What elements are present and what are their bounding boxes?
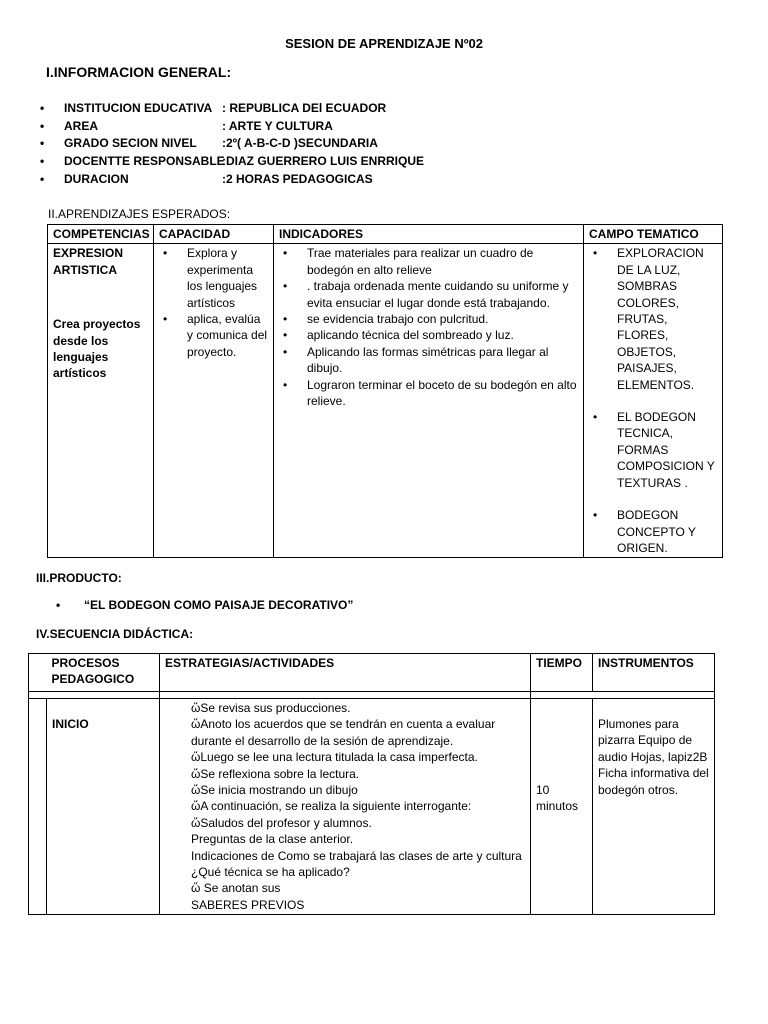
proceso-label: INICIO [52, 717, 89, 731]
sequence-table [28, 653, 715, 915]
product-item [56, 598, 353, 612]
info-item [40, 171, 424, 189]
actividad-line: Preguntas de la clase anterior. [191, 832, 354, 847]
competencia-text: Crea proyectos desde los lenguajes artísticos [53, 317, 141, 381]
header-capacidad: CAPACIDAD [154, 225, 274, 244]
campo-item: • EL BODEGON TECNICA, FORMAS COMPOSICION Y TEXTURAS . [589, 409, 717, 491]
competencia-text: EXPRESION ARTISTICA [53, 246, 124, 277]
info-label: AREA [64, 118, 99, 133]
info-label: INSTITUCION EDUCATIVA [64, 101, 213, 115]
competencias-cell [48, 244, 154, 558]
actividad-line: ὥLuego se lee una lectura titulada la casa imperfecta. [191, 750, 478, 765]
actividades-cell [160, 699, 531, 915]
header-campo-tematico: CAMPO TEMATICO [584, 225, 723, 244]
header-competencias: COMPETENCIAS [48, 225, 154, 244]
info-item [40, 118, 424, 136]
bullet-icon: • [40, 154, 45, 169]
row-left-margin [29, 699, 47, 915]
actividad-line: ὥSe revisa sus producciones. [191, 701, 351, 715]
bullet-icon: • [56, 598, 61, 612]
actividad-line: Indicaciones de Como se trabajará las clases de arte y cultura [191, 848, 522, 863]
campo-item: • EXPLORACION DE LA LUZ, SOMBRAS COLORES, FRUTAS, FLORES, OBJETOS, PAISAJES, ELEMENTOS. [589, 245, 717, 393]
bullet-icon: • [40, 136, 45, 151]
actividad-line: ὥ Se anotan sus [191, 881, 281, 896]
proceso-cell [47, 699, 160, 915]
indicador-item: • . trabaja ordenada mente cuidando su uniforme y evita ensuciar el lugar donde está trabajando. [279, 278, 578, 311]
learning-table [47, 224, 723, 558]
info-item [40, 100, 424, 118]
page-title: SESION DE APRENDIZAJE Nº02 [285, 36, 483, 51]
actividad-line: ὥSaludos del profesor y alumnos. [191, 815, 372, 830]
info-label: DURACION [64, 171, 129, 186]
indicador-item: • Lograron terminar el boceto de su bodegón en alto relieve. [279, 377, 578, 410]
section-heading-sequence: IV.SECUENCIA DIDÁCTICA: [36, 627, 194, 641]
actividad-line: ὥSe inicia mostrando un dibujo [191, 783, 358, 798]
indicador-item: • Aplicando las formas simétricas para llegar al dibujo. [279, 344, 578, 377]
section-heading-product: III.PRODUCTO: [36, 571, 122, 585]
indicador-item: • se evidencia trabajo con pulcritud. [279, 311, 578, 327]
info-item [40, 153, 424, 171]
capacidad-item: • Explora y experimenta los lenguajes artísticos [159, 245, 268, 311]
actividad-line: ὥSe reflexiona sobre la lectura. [191, 766, 360, 781]
campo-item: • BODEGON CONCEPTO Y ORIGEN. [589, 507, 717, 556]
tiempo-cell [531, 699, 593, 915]
info-value: :DIAZ GUERRERO LUIS ENRRIQUE [222, 154, 425, 169]
capacidad-item: • aplica, evalúa y comunica del proyecto. [159, 311, 268, 360]
general-info-list [40, 100, 424, 188]
bullet-icon: • [40, 101, 45, 115]
product-text: “EL BODEGON COMO PAISAJE DECORATIVO” [84, 598, 354, 612]
actividad-line: SABERES PREVIOS [191, 897, 305, 912]
info-value: : ARTE Y CULTURA [222, 118, 333, 133]
info-value: :2º( A-B-C-D )SECUNDARIA [222, 136, 378, 151]
header-estrategias: ESTRATEGIAS/ACTIVIDADES [160, 654, 531, 692]
tiempo-value: 10 minutos [536, 783, 579, 814]
info-item [40, 135, 424, 153]
info-value: : REPUBLICA DEl ECUADOR [222, 101, 387, 115]
indicador-item: • aplicando técnica del sombreado y luz. [279, 327, 578, 343]
campo-cell [584, 244, 723, 558]
actividad-line: ¿Qué técnica se ha aplicado? [191, 865, 350, 880]
actividad-line: ὥA continuación, se realiza la siguiente interrogante: [191, 799, 472, 814]
section-heading-learning: II.APRENDIZAJES ESPERADOS: [48, 207, 231, 221]
indicadores-cell [274, 244, 584, 558]
capacidad-cell [154, 244, 274, 558]
header-tiempo: TIEMPO [531, 654, 593, 692]
instrumentos-value: Plumones para pizarra Equipo de audio Hojas, lapiz2B Ficha informativa del bodegón otros. [598, 717, 709, 797]
header-instrumentos: INSTRUMENTOS [593, 654, 715, 692]
info-label: DOCENTTE RESPONSABLE [64, 154, 225, 169]
actividad-line: ὥAnoto los acuerdos que se tendrán en cuenta a evaluar durante el desarrollo de la sesión de aprendizaje. [191, 717, 496, 748]
header-left-margin [29, 654, 47, 692]
bullet-icon: • [40, 171, 45, 186]
instrumentos-cell [593, 699, 715, 915]
info-label: GRADO SECION NIVEL [64, 136, 197, 151]
section-heading-general-info: I.INFORMACION GENERAL: [46, 64, 232, 80]
indicador-item: • Trae materiales para realizar un cuadro de bodegón en alto relieve [279, 245, 578, 278]
header-indicadores: INDICADORES [274, 225, 584, 244]
header-procesos: PROCESOS PEDAGOGICO [47, 654, 160, 692]
bullet-icon: • [40, 118, 45, 133]
info-value: :2 HORAS PEDAGOGICAS [222, 171, 373, 186]
